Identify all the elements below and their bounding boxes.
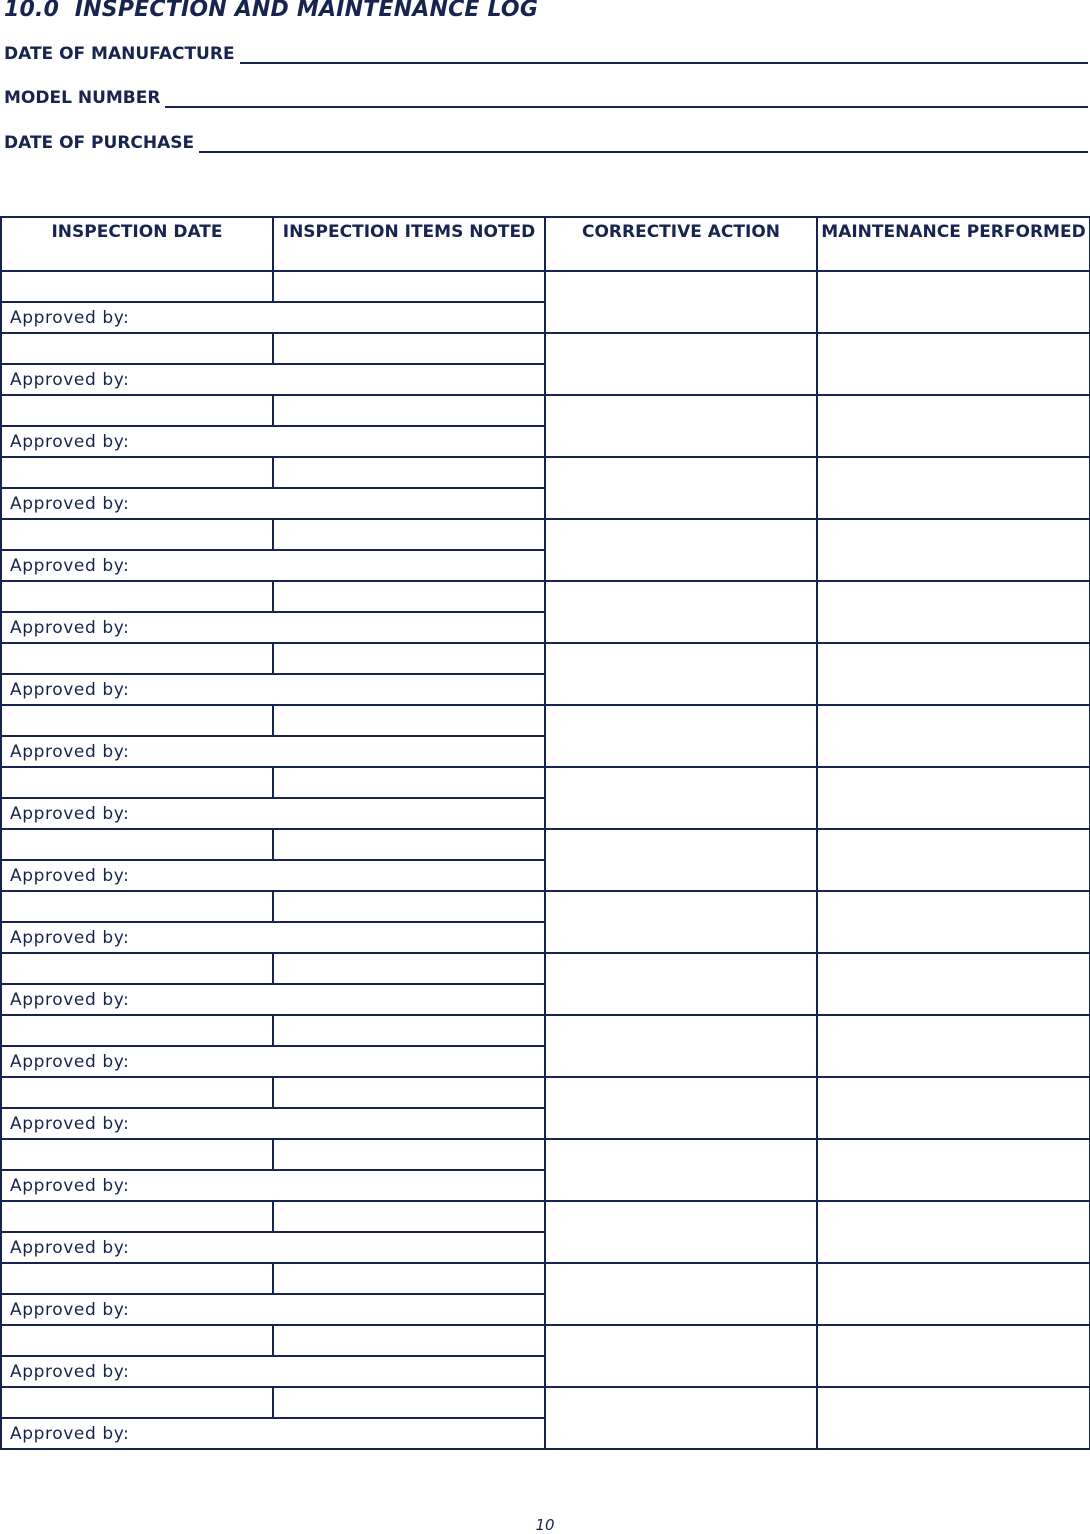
corrective-action-cell[interactable] — [545, 1201, 817, 1263]
corrective-action-cell[interactable] — [545, 1015, 817, 1077]
approved-by-cell[interactable]: Approved by: — [1, 364, 545, 395]
inspection-items-cell[interactable] — [273, 1077, 545, 1108]
log-entry-row — [1, 1263, 1090, 1294]
approved-by-cell[interactable]: Approved by: — [1, 984, 545, 1015]
approved-by-cell[interactable]: Approved by: — [1, 674, 545, 705]
header-inspection-date: INSPECTION DATE — [1, 217, 273, 271]
log-entry-row — [1, 1139, 1090, 1170]
approved-by-cell[interactable]: Approved by: — [1, 1170, 545, 1201]
maintenance-performed-cell[interactable] — [817, 1201, 1090, 1263]
log-entry-row — [1, 1077, 1090, 1108]
log-entry-row — [1, 1325, 1090, 1356]
log-entry-row — [1, 271, 1090, 302]
inspection-date-cell[interactable] — [1, 457, 273, 488]
inspection-date-cell[interactable] — [1, 1139, 273, 1170]
log-entry-row — [1, 1387, 1090, 1418]
date-of-purchase-label: DATE OF PURCHASE — [4, 133, 195, 153]
approved-by-cell[interactable]: Approved by: — [1, 1356, 545, 1387]
corrective-action-cell[interactable] — [545, 1077, 817, 1139]
inspection-date-cell[interactable] — [1, 829, 273, 860]
maintenance-performed-cell[interactable] — [817, 333, 1090, 395]
corrective-action-cell[interactable] — [545, 1263, 817, 1325]
log-entry-row — [1, 705, 1090, 736]
approved-by-cell[interactable]: Approved by: — [1, 1108, 545, 1139]
inspection-date-cell[interactable] — [1, 1201, 273, 1232]
corrective-action-cell[interactable] — [545, 333, 817, 395]
maintenance-performed-cell[interactable] — [817, 891, 1090, 953]
date-of-manufacture-field[interactable] — [4, 40, 1088, 64]
approved-by-cell[interactable]: Approved by: — [1, 798, 545, 829]
approved-by-cell[interactable]: Approved by: — [1, 736, 545, 767]
maintenance-performed-cell[interactable] — [817, 1077, 1090, 1139]
table-header-row — [1, 217, 1090, 271]
log-entry-row — [1, 767, 1090, 798]
approved-by-cell[interactable]: Approved by: — [1, 922, 545, 953]
inspection-items-cell[interactable] — [273, 1325, 545, 1356]
inspection-items-cell[interactable] — [273, 1139, 545, 1170]
maintenance-performed-cell[interactable] — [817, 1387, 1090, 1449]
approved-by-cell[interactable]: Approved by: — [1, 1046, 545, 1077]
inspection-date-cell[interactable] — [1, 643, 273, 674]
maintenance-performed-cell[interactable] — [817, 395, 1090, 457]
inspection-date-cell[interactable] — [1, 519, 273, 550]
inspection-items-cell[interactable] — [273, 767, 545, 798]
maintenance-performed-cell[interactable] — [817, 1139, 1090, 1201]
maintenance-performed-cell[interactable] — [817, 1263, 1090, 1325]
maintenance-performed-cell[interactable] — [817, 643, 1090, 705]
inspection-date-cell[interactable] — [1, 891, 273, 922]
corrective-action-cell[interactable] — [545, 1139, 817, 1201]
corrective-action-cell[interactable] — [545, 891, 817, 953]
inspection-date-cell[interactable] — [1, 1387, 273, 1418]
inspection-date-cell[interactable] — [1, 953, 273, 984]
inspection-items-cell[interactable] — [273, 1201, 545, 1232]
inspection-items-cell[interactable] — [273, 581, 545, 612]
log-entries — [1, 271, 1090, 1449]
maintenance-performed-cell[interactable] — [817, 829, 1090, 891]
inspection-items-cell[interactable] — [273, 953, 545, 984]
inspection-items-cell[interactable] — [273, 1263, 545, 1294]
inspection-date-cell[interactable] — [1, 395, 273, 426]
date-of-purchase-line[interactable] — [199, 151, 1088, 153]
maintenance-performed-cell[interactable] — [817, 705, 1090, 767]
log-entry-row — [1, 953, 1090, 984]
corrective-action-cell[interactable] — [545, 767, 817, 829]
corrective-action-cell[interactable] — [545, 1387, 817, 1449]
log-entry-row — [1, 829, 1090, 860]
inspection-date-cell[interactable] — [1, 1263, 273, 1294]
inspection-items-cell[interactable] — [273, 829, 545, 860]
log-entry-row — [1, 457, 1090, 488]
model-number-label: MODEL NUMBER — [4, 88, 161, 108]
corrective-action-cell[interactable] — [545, 829, 817, 891]
maintenance-performed-cell[interactable] — [817, 457, 1090, 519]
log-entry-row — [1, 519, 1090, 550]
corrective-action-cell[interactable] — [545, 1325, 817, 1387]
approved-by-cell[interactable]: Approved by: — [1, 612, 545, 643]
approved-by-cell[interactable]: Approved by: — [1, 1294, 545, 1325]
approved-by-cell[interactable]: Approved by: — [1, 1418, 545, 1449]
inspection-items-cell[interactable] — [273, 643, 545, 674]
log-entry-row — [1, 891, 1090, 922]
model-number-field[interactable] — [4, 84, 1088, 108]
approved-by-cell[interactable]: Approved by: — [1, 1232, 545, 1263]
maintenance-performed-cell[interactable] — [817, 1015, 1090, 1077]
page-number: 10 — [535, 1516, 555, 1534]
corrective-action-cell[interactable] — [545, 705, 817, 767]
approved-by-cell[interactable]: Approved by: — [1, 426, 545, 457]
inspection-date-cell[interactable] — [1, 1015, 273, 1046]
corrective-action-cell[interactable] — [545, 271, 817, 333]
corrective-action-cell[interactable] — [545, 953, 817, 1015]
maintenance-performed-cell[interactable] — [817, 953, 1090, 1015]
header-inspection-items-noted: INSPECTION ITEMS NOTED — [273, 217, 545, 271]
inspection-items-cell[interactable] — [273, 1387, 545, 1418]
inspection-items-cell[interactable] — [273, 333, 545, 364]
corrective-action-cell[interactable] — [545, 457, 817, 519]
model-number-line[interactable] — [165, 106, 1088, 108]
inspection-log-table — [0, 216, 1090, 1450]
date-of-manufacture-line[interactable] — [240, 62, 1088, 64]
maintenance-performed-cell[interactable] — [817, 271, 1090, 333]
page-title: 10.0 INSPECTION AND MAINTENANCE LOG — [4, 0, 539, 22]
inspection-date-cell[interactable] — [1, 333, 273, 364]
inspection-date-cell[interactable] — [1, 1077, 273, 1108]
inspection-date-cell[interactable] — [1, 271, 273, 302]
approved-by-cell[interactable]: Approved by: — [1, 550, 545, 581]
date-of-purchase-field[interactable] — [4, 129, 1088, 153]
inspection-items-cell[interactable] — [273, 705, 545, 736]
inspection-items-cell[interactable] — [273, 457, 545, 488]
corrective-action-cell[interactable] — [545, 581, 817, 643]
corrective-action-cell[interactable] — [545, 519, 817, 581]
log-entry-row — [1, 1015, 1090, 1046]
log-entry-row — [1, 395, 1090, 426]
maintenance-performed-cell[interactable] — [817, 767, 1090, 829]
inspection-date-cell[interactable] — [1, 1325, 273, 1356]
corrective-action-cell[interactable] — [545, 395, 817, 457]
maintenance-performed-cell[interactable] — [817, 1325, 1090, 1387]
inspection-items-cell[interactable] — [273, 271, 545, 302]
inspection-date-cell[interactable] — [1, 705, 273, 736]
header-corrective-action: CORRECTIVE ACTION — [545, 217, 817, 271]
log-entry-row — [1, 643, 1090, 674]
approved-by-cell[interactable]: Approved by: — [1, 488, 545, 519]
maintenance-performed-cell[interactable] — [817, 519, 1090, 581]
log-entry-row — [1, 1201, 1090, 1232]
inspection-items-cell[interactable] — [273, 891, 545, 922]
date-of-manufacture-label: DATE OF MANUFACTURE — [4, 44, 235, 64]
inspection-date-cell[interactable] — [1, 581, 273, 612]
log-entry-row — [1, 333, 1090, 364]
inspection-items-cell[interactable] — [273, 1015, 545, 1046]
inspection-items-cell[interactable] — [273, 395, 545, 426]
maintenance-performed-cell[interactable] — [817, 581, 1090, 643]
approved-by-cell[interactable]: Approved by: — [1, 860, 545, 891]
header-maintenance-performed: MAINTENANCE PERFORMED — [817, 217, 1090, 271]
inspection-items-cell[interactable] — [273, 519, 545, 550]
inspection-date-cell[interactable] — [1, 767, 273, 798]
approved-by-cell[interactable]: Approved by: — [1, 302, 545, 333]
log-entry-row — [1, 581, 1090, 612]
corrective-action-cell[interactable] — [545, 643, 817, 705]
